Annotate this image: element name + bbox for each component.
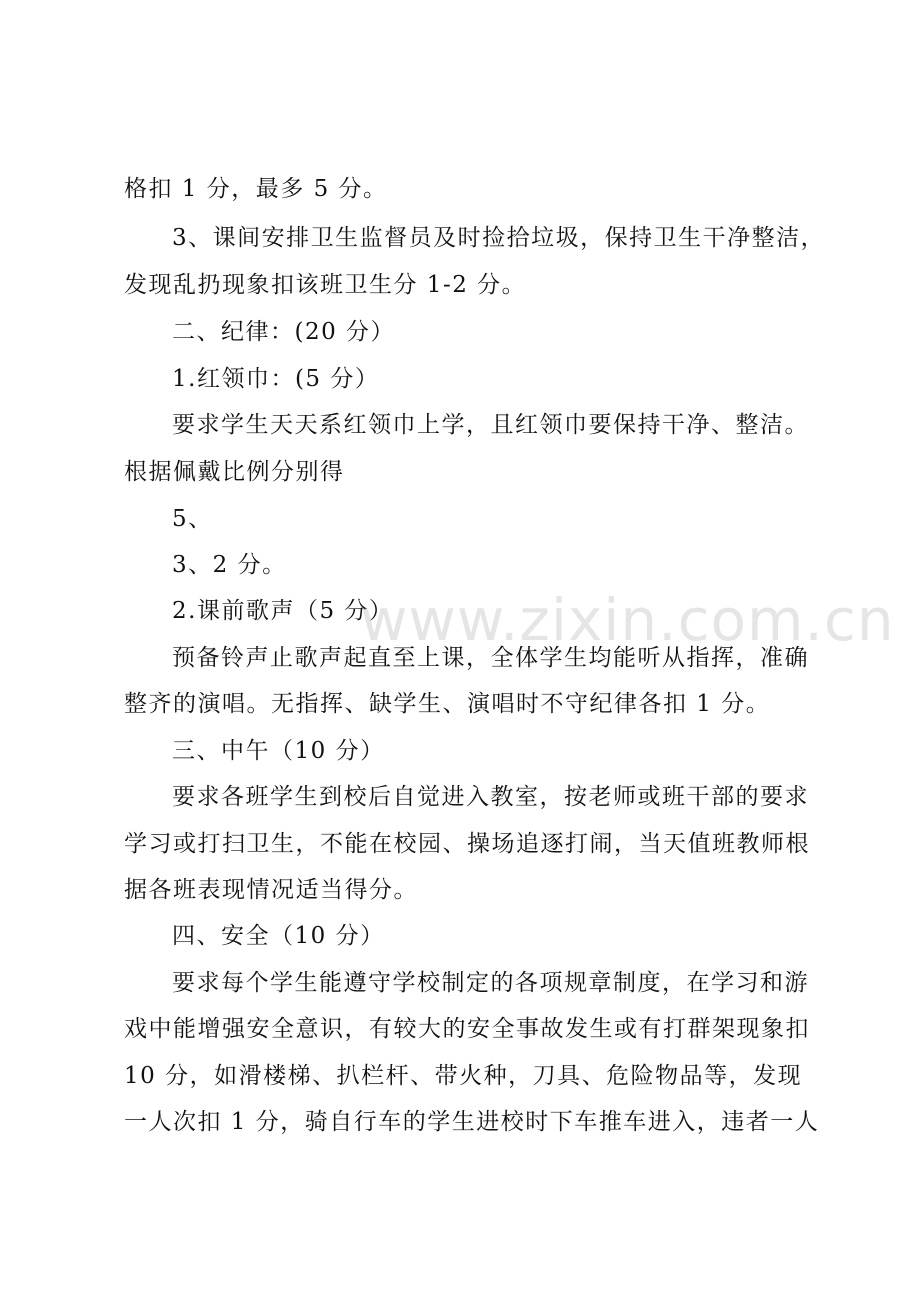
text-line-11: 预备铃声止歌声起直至上课，全体学生均能听从指挥，准确 bbox=[172, 645, 809, 671]
text-line-9: 3、2 分。 bbox=[172, 552, 287, 578]
section-heading-safety: 四、安全（10 分） bbox=[172, 923, 385, 949]
text-line-21: 一人次扣 1 分，骑自行车的学生进校时下车推车进入，违者一人 bbox=[124, 1109, 820, 1135]
text-line-14: 要求各班学生到校后自觉进入教室，按老师或班干部的要求 bbox=[172, 784, 809, 810]
text-line-12: 整齐的演唱。无指挥、缺学生、演唱时不守纪律各扣 1 分。 bbox=[124, 691, 771, 717]
text-line-7: 根据佩戴比例分别得 bbox=[124, 459, 345, 485]
text-line-8: 5、 bbox=[172, 506, 213, 532]
section-heading-discipline: 二、纪律：(20 分） bbox=[172, 319, 396, 345]
watermark: www.zixin.com.cn bbox=[360, 586, 895, 654]
text-line-19: 戏中能增强安全意识，有较大的安全事故发生或有打群架现象扣 bbox=[124, 1016, 810, 1042]
text-line-16: 据各班表现情况适当得分。 bbox=[124, 877, 418, 903]
text-line-6: 要求学生天天系红领巾上学，且红领巾要保持干净、整洁。 bbox=[172, 412, 809, 438]
text-line-18: 要求每个学生能遵守学校制定的各项规章制度，在学习和游 bbox=[172, 970, 809, 996]
subheading-red-scarf: 1.红领巾：(5 分） bbox=[172, 366, 380, 392]
text-line-20: 10 分，如滑楼梯、扒栏杆、带火种，刀具、危险物品等，发现 bbox=[124, 1063, 803, 1089]
text-line-15: 学习或打扫卫生，不能在校园、操场追逐打闹，当天值班教师根 bbox=[124, 831, 810, 857]
text-line-3: 发现乱扔现象扣该班卫生分 1-2 分。 bbox=[124, 272, 527, 298]
text-line-2: 3、课间安排卫生监督员及时捡拾垃圾，保持卫生干净整洁， bbox=[172, 225, 826, 251]
subheading-pre-class-song: 2.课前歌声（5 分） bbox=[172, 598, 394, 624]
section-heading-noon: 三、中午（10 分） bbox=[172, 738, 385, 764]
text-line-1: 格扣 1 分，最多 5 分。 bbox=[124, 176, 388, 202]
